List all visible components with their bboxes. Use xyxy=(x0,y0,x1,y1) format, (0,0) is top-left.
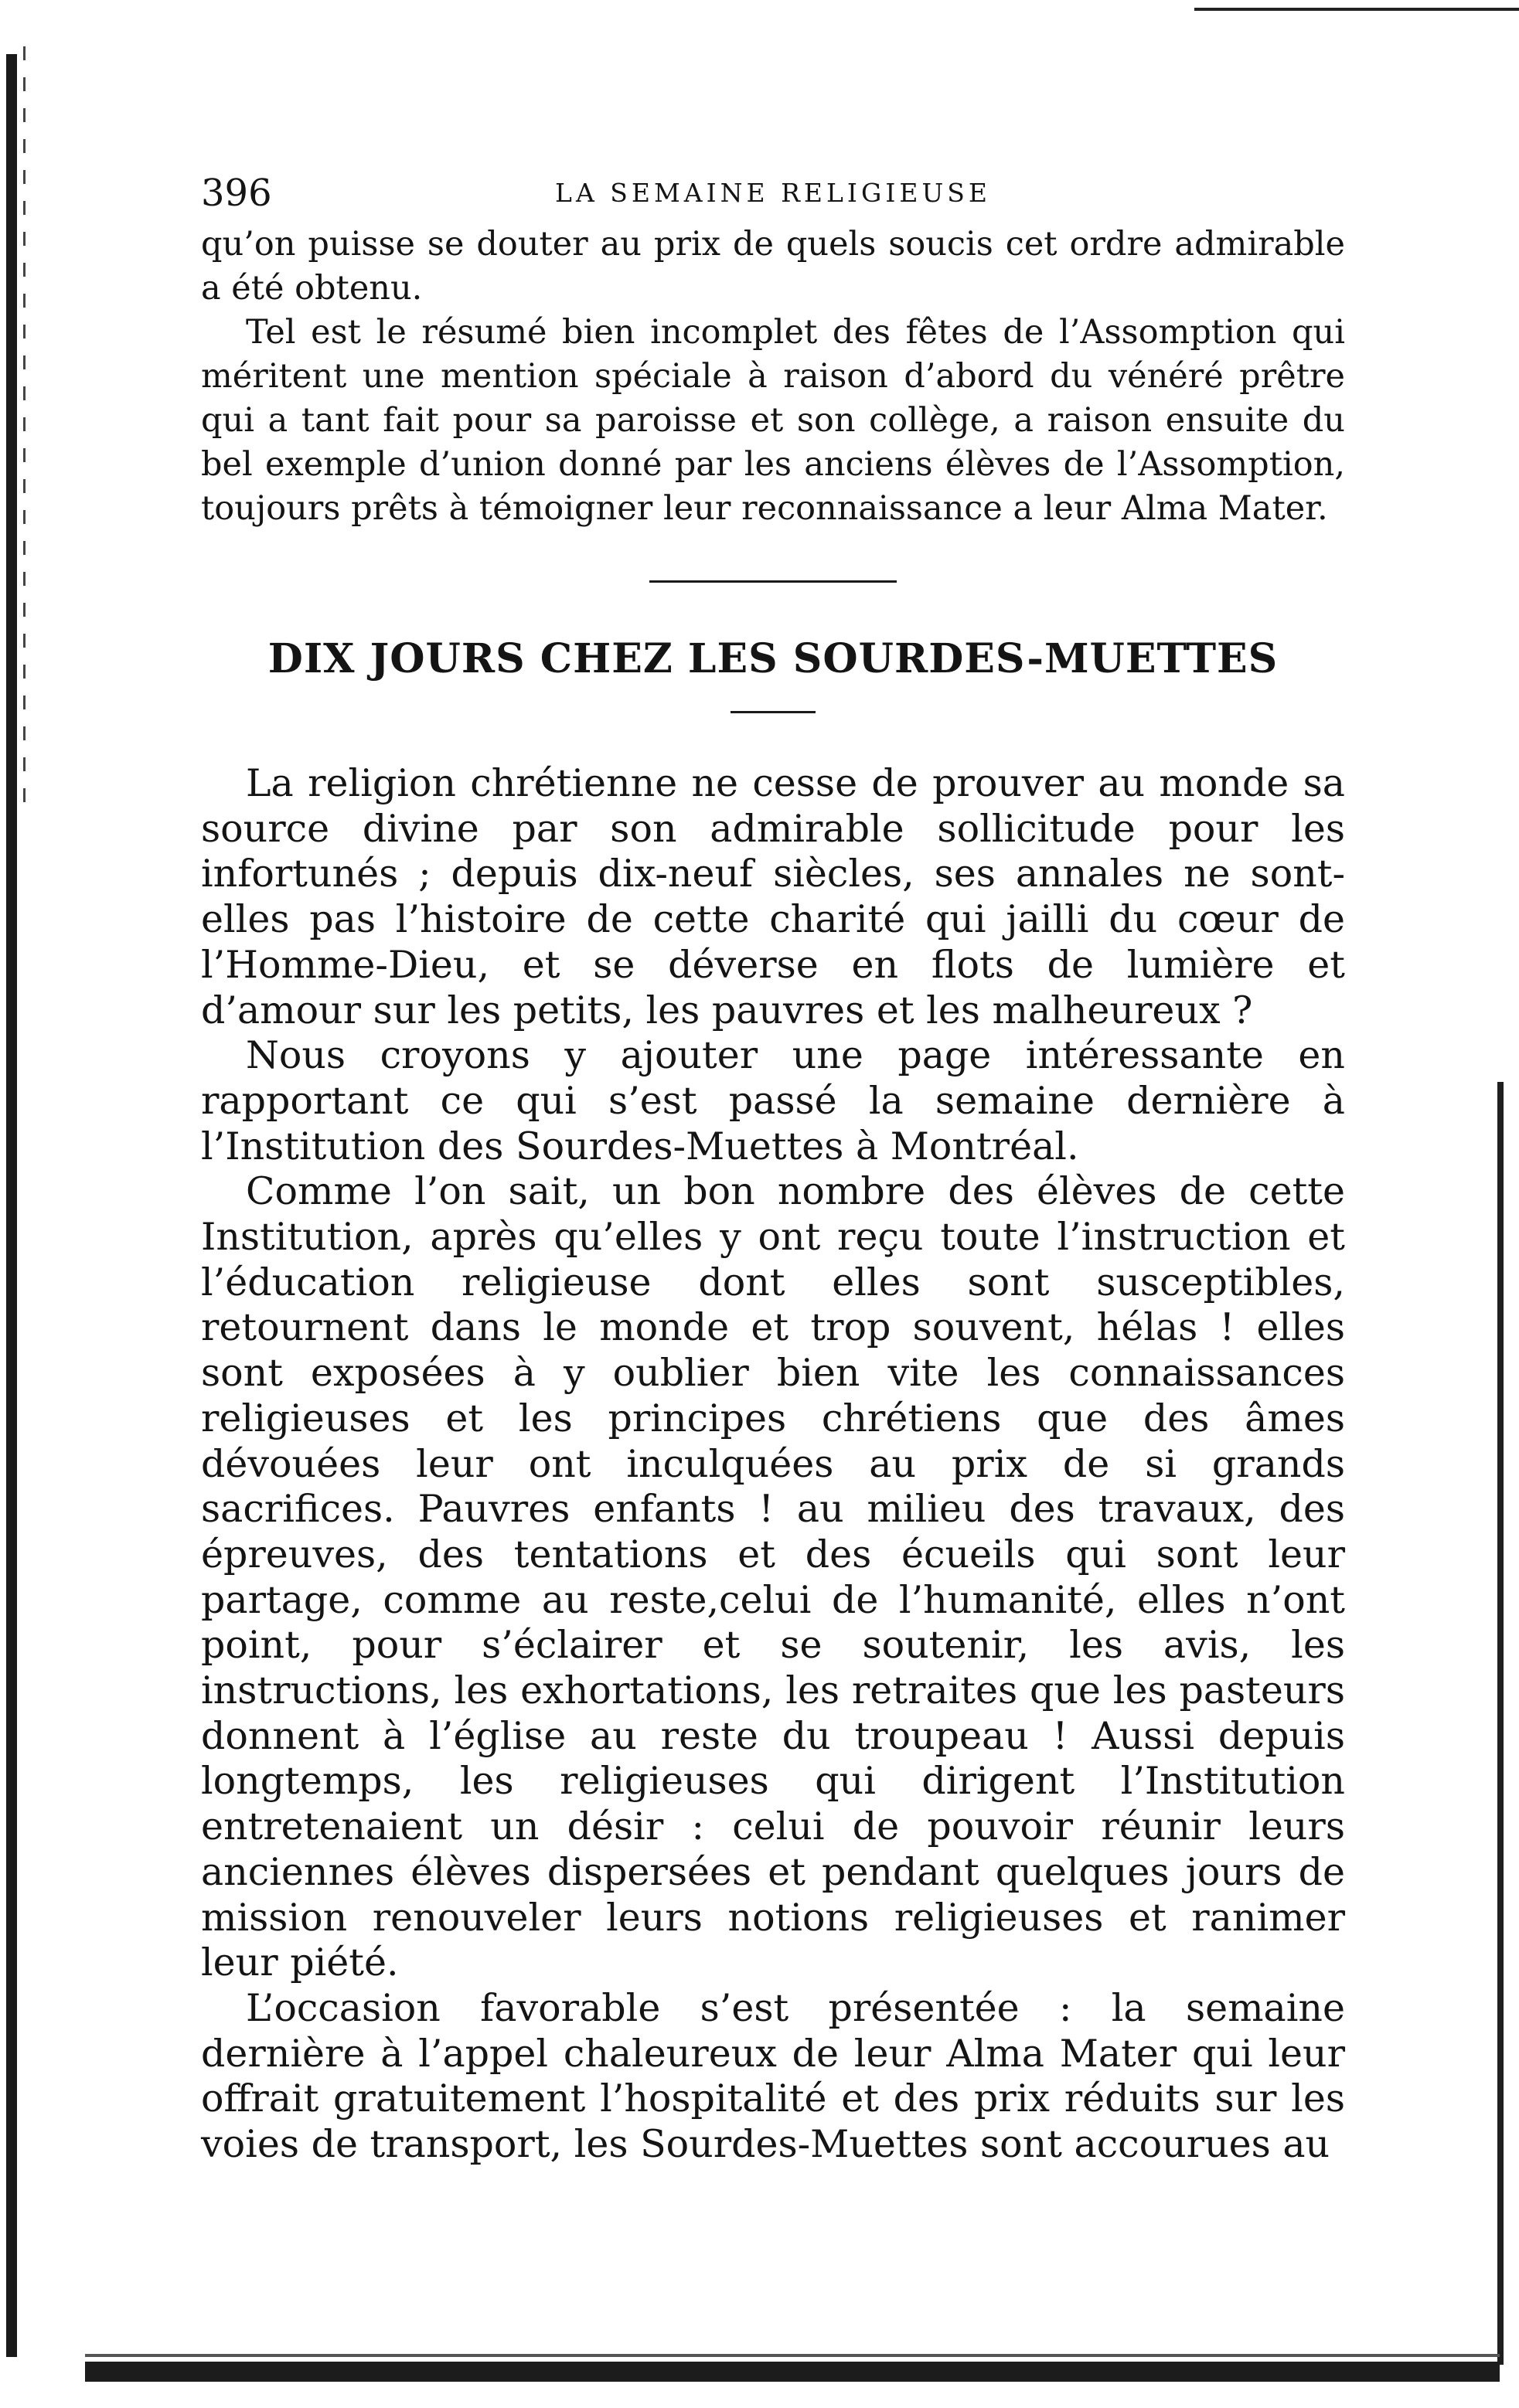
article-paragraph: La religion chrétienne ne cesse de prouver au monde sa source divine par son admirable sollicitude pour les infortunés ; depuis dix-neuf siècles, ses annales ne sont-elles pas l’histoire de cette charité qui jailli du cœur de l’Homme-Dieu, et se déverse en flots de lumière et d’amour sur les petits, les pauvres et les malheureux ? xyxy=(201,761,1345,1032)
book-page xyxy=(201,170,1345,2168)
section-divider xyxy=(649,580,897,583)
previous-article-paragraph: qu’on puisse se douter au prix de quels soucis cet ordre admirable a été obtenu. xyxy=(201,225,1345,308)
article-paragraph: Nous croyons y ajouter une page intéressante en rapportant ce qui s’est passé la semaine dernière à l’Institution des Sourdes-Muettes à Montréal. xyxy=(201,1033,1345,1168)
article-title: DIX JOURS CHEZ LES SOURDES-MUETTES xyxy=(267,635,1279,682)
page-number: 396 xyxy=(201,172,272,215)
scan-edge-right xyxy=(1497,1082,1504,2365)
previous-article xyxy=(201,223,1345,531)
article-paragraph: Comme l’on sait, un bon nombre des élèves de cette Institution, après qu’elles y ont reçu toute l’instruction et l’éducation religieuse dont elles sont susceptibles, retournent dans le monde et trop souvent, hélas ! elles sont exposées à y oublier bien vite les connaissances religieuses et les principes chrétiens que des âmes dévouées leur ont inculquées au prix de si grands sacrifices. Pauvres enfants ! au milieu des travaux, des épreuves, des tentations et des écueils qui sont leur partage, comme au reste,celui de l’humanité, elles n’ont point, pour s’éclairer et se soutenir, les avis, les instructions, les exhortations, les retraites que les pasteurs donnent à l’église au reste du troupeau ! Aussi depuis longtemps, les religieuses qui dirigent l’Institution entretenaient un désir : celui de pouvoir réunir leurs anciennes élèves dispersées et pendant quelques jours de mission renouveler leurs notions religieuses et ranimer leur piété. xyxy=(201,1169,1345,1985)
article-paragraph: L’occasion favorable s’est présentée : la semaine dernière à l’appel chaleureux de leur Alma Mater qui leur offrait gratuitement l’hospitalité et des prix réduits sur les voies de transport, les Sourdes-Muettes sont accourues au xyxy=(201,1985,1345,2167)
scan-edge-left xyxy=(6,54,17,2357)
scan-top-line xyxy=(1194,8,1519,11)
previous-article-paragraph: Tel est le résumé bien incomplet des fêtes de l’Assomption qui méritent une mention spéciale à raison d’abord du vénéré prêtre qui a tant fait pour sa paroisse et son collège, a raison ensuite du bel exemple d’union donné par les anciens élèves de l’Assomption, toujours prêts à témoigner leur reconnaissance a leur Alma Mater. xyxy=(201,313,1345,528)
article-body xyxy=(201,761,1345,2168)
scan-bottom-bar xyxy=(85,2362,1500,2382)
scan-edge-marks xyxy=(23,46,26,819)
running-head xyxy=(201,170,1345,221)
scan-bottom-line xyxy=(85,2354,1500,2357)
journal-title: LA SEMAINE RELIGIEUSE xyxy=(555,178,991,208)
title-divider xyxy=(731,711,816,713)
